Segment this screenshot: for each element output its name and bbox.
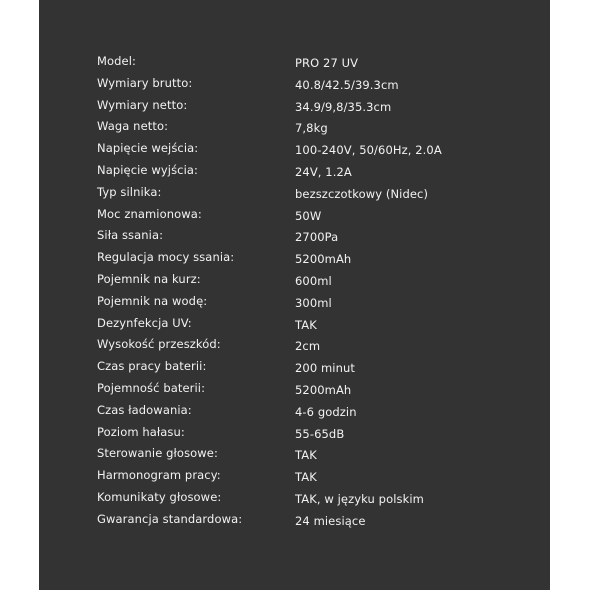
spec-row (97, 98, 517, 120)
spec-label: Wysokość przeszkód: (97, 337, 221, 352)
spec-row (97, 337, 517, 359)
spec-label: Harmonogram pracy: (97, 468, 221, 483)
spec-label: Wymiary brutto: (97, 75, 193, 90)
spec-label: Gwarancja standardowa: (97, 511, 243, 526)
spec-value: 2700Pa (295, 230, 339, 245)
spec-value: 55-65dB (295, 426, 345, 441)
spec-label: Pojemnik na wodę: (97, 293, 208, 308)
spec-label: Poziom hałasu: (97, 424, 185, 439)
spec-label: Pojemność baterii: (97, 380, 206, 395)
spec-label: Czas pracy baterii: (97, 359, 207, 374)
spec-value: 40.8/42.5/39.3cm (295, 77, 399, 92)
spec-value: TAK (295, 470, 317, 485)
spec-value: 2cm (295, 339, 321, 354)
spec-value: 24V, 1.2A (295, 164, 352, 179)
spec-row (97, 490, 517, 512)
spec-value: 7,8kg (295, 121, 328, 136)
spec-label: Dezynfekcja UV: (97, 315, 192, 330)
spec-value: 50W (295, 208, 322, 223)
spec-row (97, 54, 517, 76)
spec-row (97, 76, 517, 98)
spec-label: Pojemnik na kurz: (97, 271, 201, 286)
spec-value: TAK (295, 317, 317, 332)
spec-row (97, 381, 517, 403)
spec-row (97, 119, 517, 141)
spec-label: Model: (97, 54, 137, 68)
spec-row (97, 425, 517, 447)
spec-row (97, 359, 517, 381)
spec-label: Regulacja mocy ssania: (97, 250, 235, 265)
spec-row (97, 403, 517, 425)
spec-label: Napięcie wyjścia: (97, 162, 199, 177)
spec-label: Wymiary netto: (97, 97, 188, 112)
spec-value: 5200mAh (295, 382, 352, 397)
spec-label: Siła ssania: (97, 228, 164, 243)
spec-label: Typ silnika: (97, 184, 162, 199)
spec-row (97, 512, 517, 534)
spec-value: 600ml (295, 273, 332, 288)
spec-value: PRO 27 UV (295, 56, 359, 70)
spec-row (97, 446, 517, 468)
spec-row (97, 163, 517, 185)
spec-label: Czas ładowania: (97, 402, 192, 417)
spec-value: 34.9/9,8/35.3cm (295, 99, 392, 114)
spec-value: 100-240V, 50/60Hz, 2.0A (295, 143, 442, 158)
spec-value: bezszczotkowy (Nidec) (295, 186, 429, 201)
spec-label: Napięcie wejścia: (97, 141, 199, 156)
spec-row (97, 185, 517, 207)
spec-row (97, 316, 517, 338)
spec-row (97, 228, 517, 250)
spec-label: Sterowanie głosowe: (97, 446, 218, 461)
spec-value: 5200mAh (295, 252, 352, 267)
spec-row (97, 141, 517, 163)
spec-value: 300ml (295, 295, 332, 310)
spec-row (97, 468, 517, 490)
spec-label: Komunikaty głosowe: (97, 489, 222, 504)
spec-label: Moc znamionowa: (97, 206, 202, 221)
spec-row (97, 250, 517, 272)
spec-value: 24 miesiące (295, 513, 366, 528)
spec-row (97, 294, 517, 316)
spec-row (97, 207, 517, 229)
spec-value: TAK (295, 448, 317, 463)
spec-value: 200 minut (295, 361, 355, 376)
spec-value: TAK, w języku polskim (295, 491, 424, 506)
spec-value: 4-6 godzin (295, 404, 357, 419)
spec-row (97, 272, 517, 294)
spec-label: Waga netto: (97, 119, 169, 134)
spec-table (97, 54, 517, 534)
